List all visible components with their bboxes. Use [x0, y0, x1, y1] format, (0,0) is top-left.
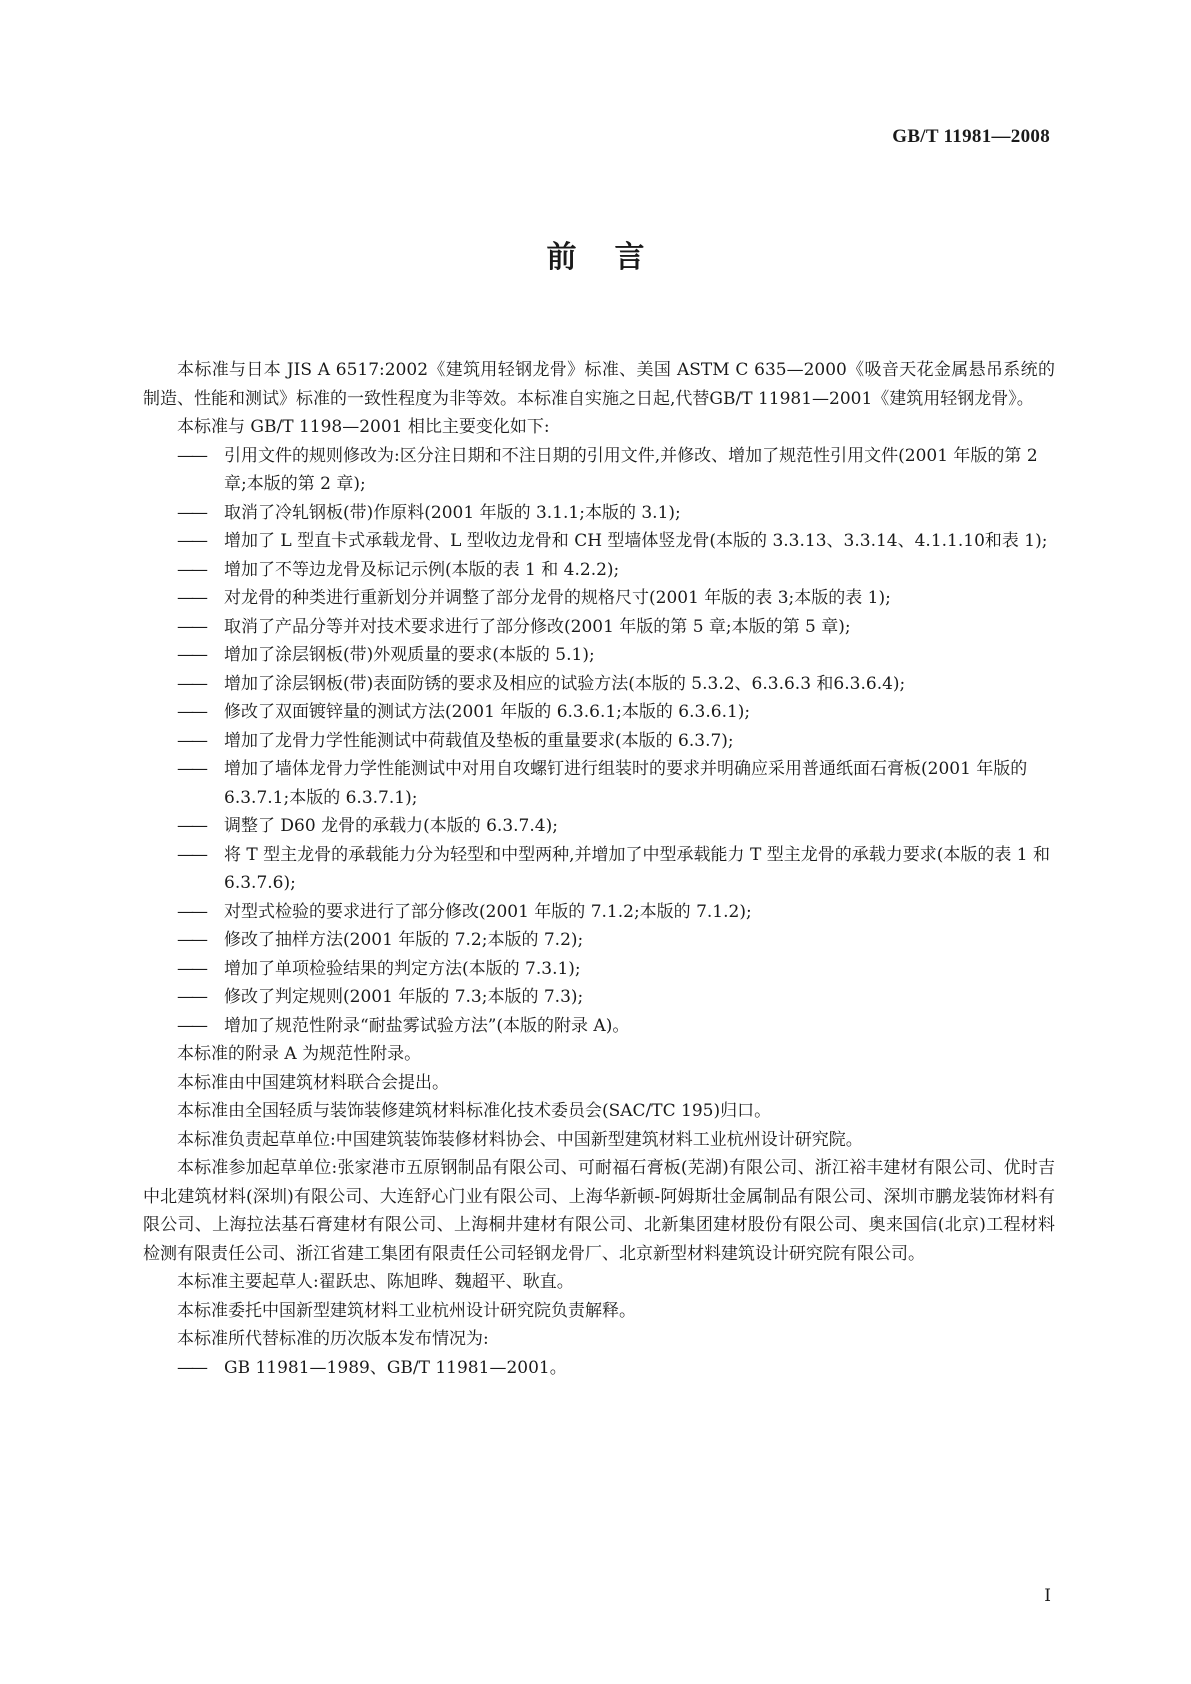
change-item: —— 将 T 型主龙骨的承载能力分为轻型和中型两种,并增加了中型承载能力 T 型主龙骨的承载力要求(本版的表 1 和 6.3.7.6);: [177, 841, 1055, 898]
change-item: —— 修改了判定规则(2001 年版的 7.3;本版的 7.3);: [177, 983, 1055, 1012]
change-item: —— 增加了不等边龙骨及标记示例(本版的表 1 和 4.2.2);: [177, 556, 1055, 585]
changes-intro: 本标准与 GB/T 1198—2001 相比主要变化如下:: [177, 417, 550, 437]
appendix-note: 本标准的附录 A 为规范性附录。: [177, 1044, 422, 1064]
managed-by: 本标准由全国轻质与装饰装修建筑材料标准化技术委员会(SAC/TC 195)归口。: [177, 1101, 772, 1121]
change-item: —— 增加了 L 型直卡式承载龙骨、L 型收边龙骨和 CH 型墙体竖龙骨(本版的 3.3.13、3.3.14、4.1.1.10和表 1);: [177, 527, 1055, 556]
document-body: [143, 356, 1055, 1382]
change-item: —— 增加了涂层钢板(带)外观质量的要求(本版的 5.1);: [177, 641, 1055, 670]
changes-list: [143, 442, 1055, 1041]
lead-drafters: 本标准负责起草单位:中国建筑装饰装修材料协会、中国新型建筑材料工业杭州设计研究院。: [177, 1129, 863, 1150]
change-item: —— 取消了冷轧钢板(带)作原料(2001 年版的 3.1.1;本版的 3.1);: [177, 499, 1055, 528]
change-item: —— 增加了涂层钢板(带)表面防锈的要求及相应的试验方法(本版的 5.3.2、6.3.6.3 和6.3.6.4);: [177, 670, 1055, 699]
change-item: —— 增加了龙骨力学性能测试中荷载值及垫板的重量要求(本版的 6.3.7);: [177, 727, 1055, 756]
page-title: 前言: [546, 240, 683, 275]
change-item: —— 对龙骨的种类进行重新划分并调整了部分龙骨的规格尺寸(2001 年版的表 3;本版的表 1);: [177, 584, 1055, 613]
history-intro: 本标准所代替标准的历次版本发布情况为:: [177, 1329, 489, 1349]
change-item: —— 引用文件的规则修改为:区分注日期和不注日期的引用文件,并修改、增加了规范性引用文件(2001 年版的第 2 章;本版的第 2 章);: [177, 442, 1055, 499]
intro-paragraph: 本标准与日本 JIS A 6517:2002《建筑用轻钢龙骨》标准、美国 ASTM C 635—2000《吸音天花金属悬吊系统的制造、性能和测试》标准的一致性程度为非等效。本标准自实施之日起,代替GB/T 11981—2001《建筑用轻钢龙骨》。: [143, 360, 1055, 409]
change-item: —— 增加了单项检验结果的判定方法(本版的 7.3.1);: [177, 955, 1055, 984]
change-item: —— 对型式检验的要求进行了部分修改(2001 年版的 7.1.2;本版的 7.1.2);: [177, 898, 1055, 927]
change-item: —— 修改了抽样方法(2001 年版的 7.2;本版的 7.2);: [177, 926, 1055, 955]
change-item: —— 增加了规范性附录“耐盐雾试验方法”(本版的附录 A)。: [177, 1012, 1055, 1041]
change-item: —— 调整了 D60 龙骨的承载力(本版的 6.3.7.4);: [177, 812, 1055, 841]
proposed-by: 本标准由中国建筑材料联合会提出。: [177, 1072, 449, 1093]
change-item: —— 修改了双面镀锌量的测试方法(2001 年版的 6.3.6.1;本版的 6.3.6.1);: [177, 698, 1055, 727]
participating-drafters: 本标准参加起草单位:张家港市五原钢制品有限公司、可耐福石膏板(芜湖)有限公司、浙江裕丰建材有限公司、优时吉中北建筑材料(深圳)有限公司、大连舒心门业有限公司、上海华新顿-阿姆斯壮金属制品有限公司、深圳市鹏龙装饰材料有限公司、上海拉法基石膏建材有限公司、上海桐井建材有限公司、北新集团建材股份有限公司、奥来国信(北京)工程材料检测有限责任公司、浙江省建工集团有限责任公司轻钢龙骨厂、北京新型材料建筑设计研究院有限公司。: [143, 1158, 1055, 1264]
interpretation-note: 本标准委托中国新型建筑材料工业杭州设计研究院负责解释。: [177, 1300, 636, 1321]
standard-code: GB/T 11981—2008: [892, 126, 1050, 147]
change-item: —— 取消了产品分等并对技术要求进行了部分修改(2001 年版的第 5 章;本版的第 5 章);: [177, 613, 1055, 642]
page-number: I: [1044, 1586, 1051, 1606]
change-item: —— 增加了墙体龙骨力学性能测试中对用自攻螺钉进行组装时的要求并明确应采用普通纸面石膏板(2001 年版的 6.3.7.1;本版的 6.3.7.1);: [177, 755, 1055, 812]
main-drafters: 本标准主要起草人:翟跃忠、陈旭晔、魏超平、耿直。: [177, 1272, 574, 1292]
history-list: [143, 1354, 1055, 1383]
history-item: —— GB 11981—1989、GB/T 11981—2001。: [177, 1354, 1055, 1383]
